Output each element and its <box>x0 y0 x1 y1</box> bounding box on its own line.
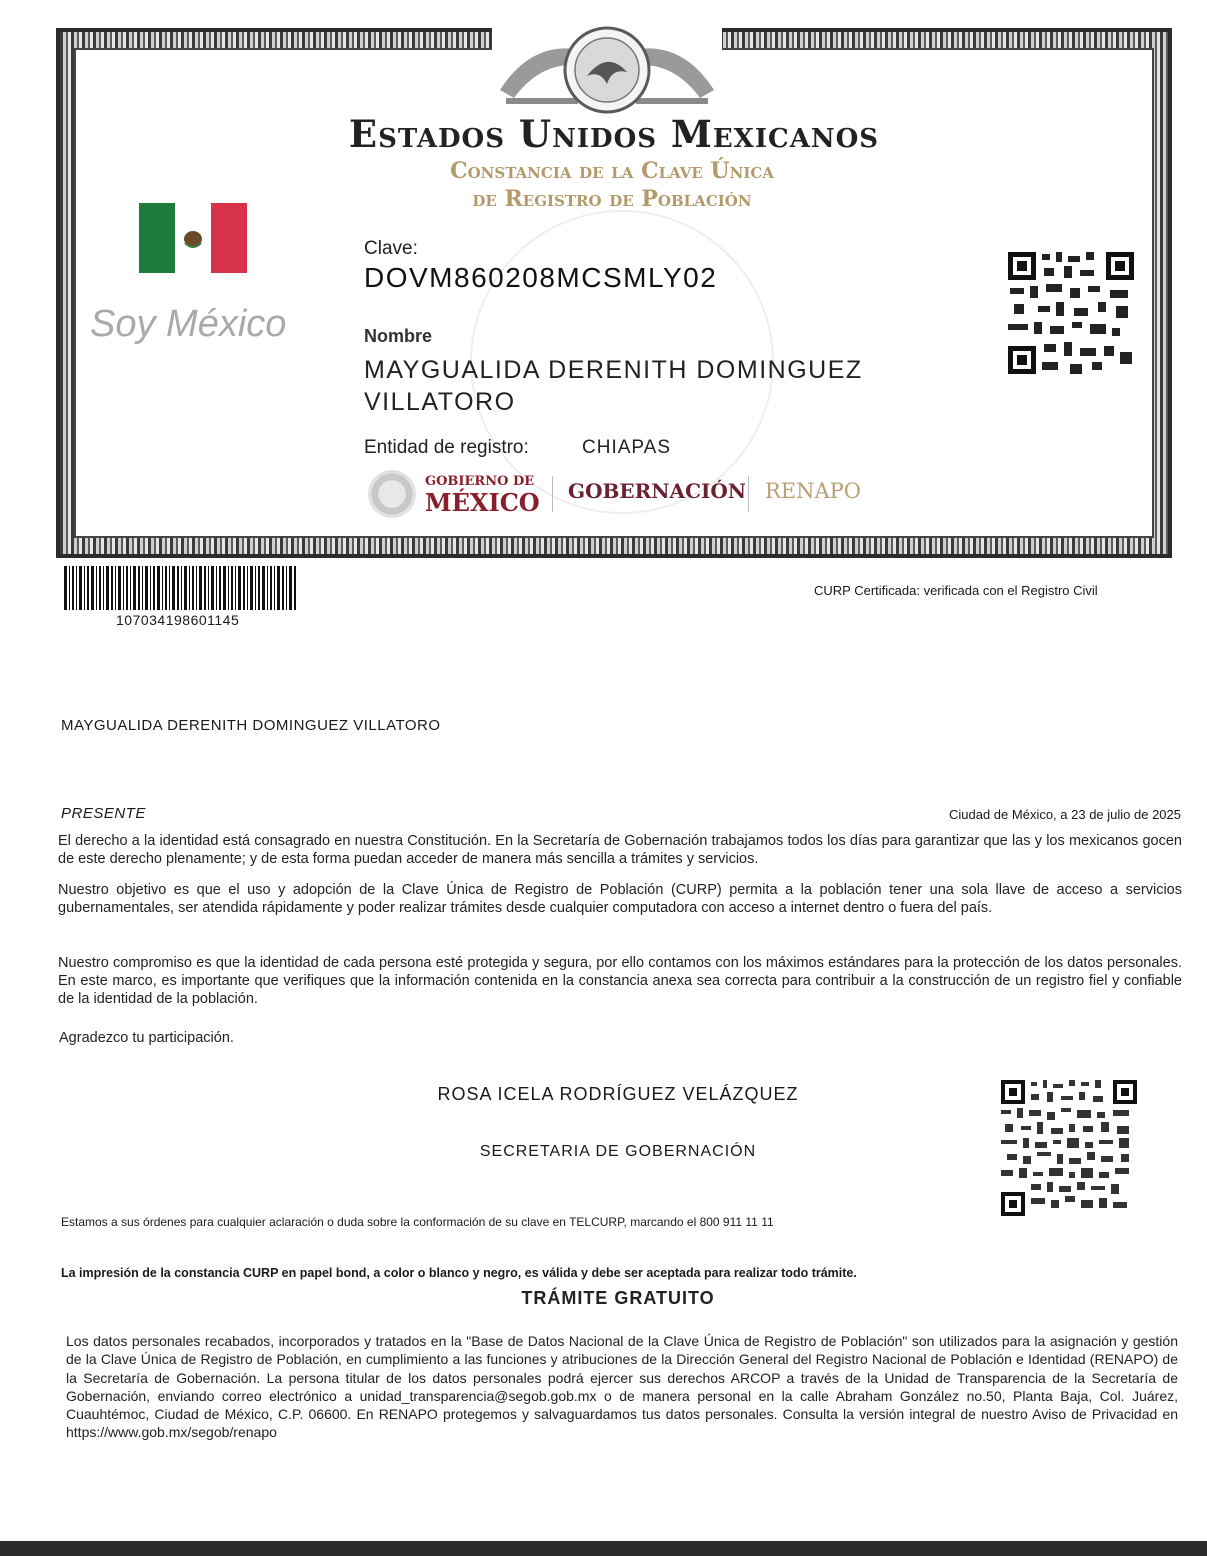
logo-gobierno-line1: GOBIERNO DE <box>425 474 535 489</box>
thanks-line: Agradezco tu participación. <box>59 1030 234 1046</box>
nombre-label: Nombre <box>364 326 433 346</box>
logo-gobernacion: GOBERNACIÓN <box>568 479 747 503</box>
paragraph-identity: El derecho a la identidad está consagrado en nuestra Constitución. En la Secretaría de Gobernación trabajamos todos los días para garantizar que las y los mexicanos gocen de este derecho plenamente; y de esta forma puedan acceder de manera más sencilla a trámites y servicios. <box>58 833 1182 867</box>
gobierno-seal-icon <box>368 470 416 518</box>
paragraph-commitment: Nuestro compromiso es que la identidad de cada persona esté protegida y segura, por ello contamos con los máximos estándares para la protección de los datos personales. En este marco, es importante que verifiques que la información contenida en la constancia anexa sea correcta para contribuir a la construcción de un registro fiel y confiable de la identidad de la población. <box>58 955 1182 1007</box>
signer-name: ROSA ICELA RODRÍGUEZ VELÁZQUEZ <box>437 1084 799 1104</box>
certificate-qr-code <box>1008 252 1134 374</box>
paragraph-objective: Nuestro objetivo es que el uso y adopción de la Clave Única de Registro de Población (CURP) permita a la población tener una sola llave de acceso a servicios gubernamentales, ser atendida rápidamente y poder realizar trámites desde cualquier computadora con acceso a internet dentro o fuera del país. <box>58 882 1182 916</box>
document-subtitle-line1: Constancia de la Clave Única <box>450 158 774 184</box>
country-title: Estados Unidos Mexicanos <box>348 112 880 156</box>
logo-divider <box>552 476 553 512</box>
name-line1: MAYGUALIDA DERENITH DOMINGUEZ <box>364 356 863 384</box>
greeting: PRESENTE <box>61 805 146 822</box>
contact-line: Estamos a sus órdenes para cualquier aclaración o duda sobre la conformación de su clave en TELCURP, marcando el 800 911 11 11 <box>61 1215 774 1229</box>
document-subtitle-line2: de Registro de Población <box>472 186 752 212</box>
place-date: Ciudad de México, a 23 de julio de 2025 <box>949 807 1181 822</box>
scan-edge <box>0 1541 1207 1556</box>
mexican-flag <box>139 203 247 273</box>
certified-note: CURP Certificada: verificada con el Registro Civil <box>814 583 1098 598</box>
barcode <box>64 566 296 610</box>
privacy-notice: Los datos personales recabados, incorporados y tratados en la "Base de Datos Nacional de la Clave Única de Registro de Población" son utilizados para la asignación y gestión de la Clave Única de Registro de Población, en cumplimiento a las funciones y atribuciones de la Dirección General del Registro Nacional de Población e Identidad (RENAPO) de la Secretaría de Gobernación. La persona titular de los datos personales podrá ejercer sus derechos ARCOP a través de la Unidad de Transparencia de la Secretaría de Gobernación, enviando correo electrónico a unidad_transparencia@segob.gob.mx o de manera personal en la calle Abraham González no.50, Planta Baja, Col. Juárez, Cuauhtémoc, Ciudad de México, C.P. 06600. En RENAPO protegemos y salvaguardamos tus datos personales. Consulta la versión integral de nuestro Aviso de Privacidad en https://www.gob.mx/segob/renapo <box>66 1333 1178 1441</box>
validity-line: La impresión de la constancia CURP en papel bond, a color o blanco y negro, es válida y debe ser aceptada para realizar todo trámite. <box>61 1266 857 1280</box>
barcode-number: 107034198601145 <box>116 612 240 628</box>
entidad-label: Entidad de registro: <box>364 437 529 458</box>
soy-mexico-slogan: Soy México <box>90 303 287 345</box>
logo-divider <box>748 476 749 512</box>
entidad-value: CHIAPAS <box>582 437 672 458</box>
curp-value: DOVM860208MCSMLY02 <box>364 262 718 293</box>
name-line2: VILLATORO <box>364 388 516 416</box>
logo-gobierno-line2: MÉXICO <box>425 488 540 517</box>
logo-renapo: RENAPO <box>765 479 862 503</box>
signer-title: SECRETARIA DE GOBERNACIÓN <box>479 1143 757 1160</box>
national-seal <box>492 20 722 116</box>
signature-qr-code <box>1001 1080 1137 1216</box>
clave-label: Clave: <box>364 238 418 259</box>
recipient-name: MAYGUALIDA DERENITH DOMINGUEZ VILLATORO <box>61 717 441 734</box>
free-procedure-label: TRÁMITE GRATUITO <box>521 1288 715 1308</box>
